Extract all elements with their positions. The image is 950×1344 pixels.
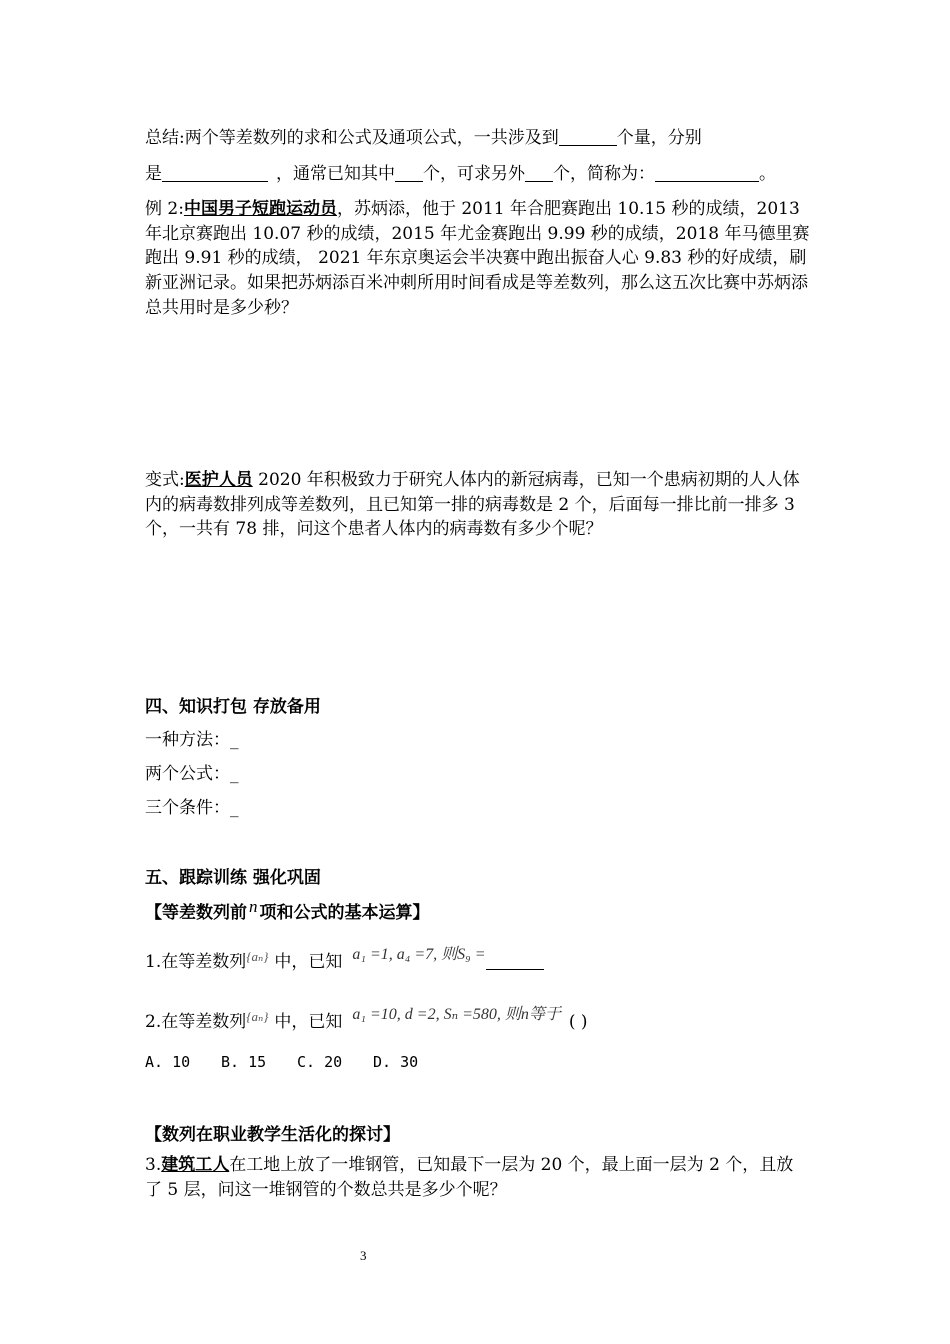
q3-highlight: 建筑工人: [161, 1155, 230, 1175]
summary-text-2e: 。: [759, 164, 776, 184]
summary-text-2b: ，通常已知其中: [276, 164, 395, 184]
q1-mid: 中，已知: [274, 952, 343, 972]
summary-text-2a: 是: [145, 164, 162, 184]
option-d[interactable]: D. 30: [373, 1053, 419, 1071]
option-c[interactable]: C. 20: [297, 1053, 343, 1071]
question-2: [145, 1000, 588, 1037]
variant-highlight: 医护人员: [184, 470, 253, 490]
variant-text: 2020 年积极致力于研究人体内的新冠病毒，已知一个患病初期的人人体内的病毒数排列成等差数列，且已知第一排的病毒数是 2 个，后面每一排比前一排多 3 个，一共有 78 排，问这个患者人体内的病毒数有多少个呢？: [145, 470, 800, 540]
page-number: 3: [360, 1248, 367, 1263]
option-b[interactable]: B. 15: [221, 1053, 267, 1071]
subtitle-n: n: [249, 897, 258, 916]
section-5-subtitle: [145, 897, 430, 923]
q1-prefix: 1.在等差数列: [145, 952, 247, 972]
q2-mid: 中，已知: [274, 1012, 343, 1032]
blank-quantity-count[interactable]: [559, 127, 617, 146]
blank-unknown-count[interactable]: [525, 163, 553, 182]
example-2-text: ，苏炳添，他于 2011 年合肥赛跑出 10.15 秒的成绩，2013 年北京赛跑出 10.07 秒的成绩，2015 年尤金赛跑出 9.99 秒的成绩，2018 年马德里赛跑出 9.91 秒的成绩， 2021 年东京奥运会半决赛中跑出振奋人心 9.83 秒的好成绩，刷新亚洲记录。如果把苏炳添百米冲刺所用时间看成是等差数列，那么这五次比赛中苏炳添总共用时是多少秒？: [145, 199, 810, 318]
q3-prefix: 3.: [145, 1155, 162, 1175]
summary-text-2c: 个，可求另外: [423, 164, 525, 184]
blank-quantity-names[interactable]: [162, 163, 268, 182]
option-a[interactable]: A. 10: [145, 1053, 191, 1071]
q1-formula: a₁ =1, a₄ =7, 则S₉ =: [352, 946, 486, 963]
summary-text-1a: 总结:两个等差数列的求和公式及通项公式，一共涉及到: [145, 128, 559, 148]
question-2-options: [145, 1050, 449, 1074]
question-1: [145, 940, 544, 977]
example-2-prefix: 例 2:: [145, 199, 184, 219]
section-5-title: 五、跟踪训练 强化巩固: [145, 868, 321, 888]
section-4-item-formulas: 两个公式：_: [145, 764, 239, 784]
q2-answer-paren[interactable]: ( ): [568, 1012, 588, 1032]
subtitle-text-b: 项和公式的基本运算】: [259, 903, 430, 923]
blank-abbreviation[interactable]: [655, 163, 759, 182]
q1-answer-blank[interactable]: [486, 951, 544, 970]
example-2: [145, 197, 810, 321]
summary-text-2d: 个，简称为：: [553, 164, 655, 184]
summary-text-1b: 个量，分别: [616, 128, 702, 148]
q1-sequence-symbol: {aₙ}: [246, 949, 269, 964]
subtitle-text-a: 【等差数列前: [145, 903, 247, 923]
q3-text: 在工地上放了一堆钢管，已知最下一层为 20 个，最上面一层为 2 个，且放了 5 层，问这一堆钢管的个数总共是多少个呢？: [145, 1155, 794, 1200]
variant-problem: [145, 468, 810, 542]
blank-known-count[interactable]: [395, 163, 423, 182]
section-4-item-method: 一种方法：_: [145, 730, 239, 750]
section-4-title: 四、知识打包 存放备用: [145, 697, 321, 717]
section-4-item-conditions: 三个条件：_: [145, 798, 239, 818]
question-3: [145, 1153, 810, 1202]
career-section-title: 【数列在职业教学生活化的探讨】: [145, 1125, 400, 1145]
variant-prefix: 变式:: [145, 470, 185, 490]
q2-formula: a₁ =10, d =2, Sₙ =580, 则n等于: [352, 1006, 561, 1023]
summary-line-1: [145, 126, 702, 150]
summary-line-2: [145, 162, 776, 186]
q2-prefix: 2.在等差数列: [145, 1012, 247, 1032]
q2-sequence-symbol: {aₙ}: [246, 1009, 269, 1024]
example-2-highlight: 中国男子短跑运动员: [183, 199, 337, 219]
